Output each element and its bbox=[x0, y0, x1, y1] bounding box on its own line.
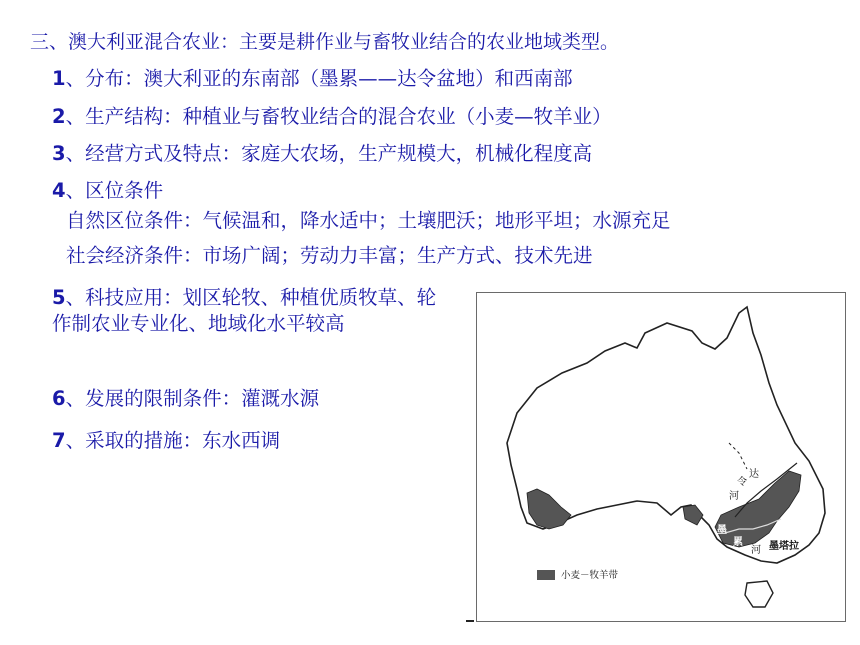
legend-swatch bbox=[537, 570, 555, 580]
item-text: 、采取的措施：东水西调 bbox=[65, 429, 281, 452]
item-text: 、发展的限制条件：灌溉水源 bbox=[65, 387, 320, 410]
item-text: 、经营方式及特点：家庭大农场，生产规模大，机械化程度高 bbox=[65, 142, 593, 165]
social-conditions: 社会经济条件：市场广阔；劳动力丰富；生产方式、技术先进 bbox=[66, 244, 593, 267]
item-technology bbox=[52, 285, 452, 337]
item-text: 、生产结构：种植业与畜牧业结合的混合农业（小麦—牧羊业） bbox=[65, 105, 612, 128]
item-location bbox=[52, 178, 163, 204]
item-number: 6 bbox=[52, 387, 66, 410]
item-number: 3 bbox=[52, 142, 66, 165]
corner-mark bbox=[466, 620, 474, 622]
item-number: 7 bbox=[52, 429, 66, 452]
tasmania bbox=[745, 581, 773, 607]
slide-heading: 三、澳大利亚混合农业：主要是耕作业与畜牧业结合的农业地域类型。 bbox=[30, 31, 620, 53]
item-measures bbox=[52, 428, 280, 454]
map-label-darling-river: 河 bbox=[729, 491, 739, 502]
item-number: 4 bbox=[52, 179, 66, 202]
item-text: 、科技应用：划区轮牧、种植优质牧草、轮作制农业专业化、地域化水平较高 bbox=[52, 286, 437, 335]
map-label-murray-1: 墨 bbox=[717, 525, 727, 536]
item-number: 5 bbox=[52, 286, 66, 309]
natural-conditions: 自然区位条件：气候温和，降水适中；土壤肥沃；地形平坦；水源充足 bbox=[66, 209, 671, 232]
item-distribution bbox=[52, 66, 573, 92]
item-structure bbox=[52, 104, 612, 130]
item-operation bbox=[52, 141, 592, 167]
item-number: 2 bbox=[52, 105, 66, 128]
australia-map bbox=[476, 292, 846, 622]
map-label-city: 墨塔拉 bbox=[769, 541, 799, 552]
item-number: 1 bbox=[52, 67, 66, 90]
map-label-darling-2: 令 bbox=[737, 477, 747, 488]
map-label-murray-2: 累 bbox=[733, 537, 743, 548]
map-label-darling-1: 达 bbox=[749, 469, 759, 480]
item-limits bbox=[52, 386, 319, 412]
map-label-murray-river: 河 bbox=[751, 545, 761, 556]
item-text: 、区位条件 bbox=[65, 179, 164, 202]
australia-map-drawing bbox=[477, 293, 845, 621]
legend-label: 小麦－牧羊带 bbox=[561, 570, 619, 581]
item-text: 、分布：澳大利亚的东南部（墨累——达令盆地）和西南部 bbox=[65, 67, 573, 90]
